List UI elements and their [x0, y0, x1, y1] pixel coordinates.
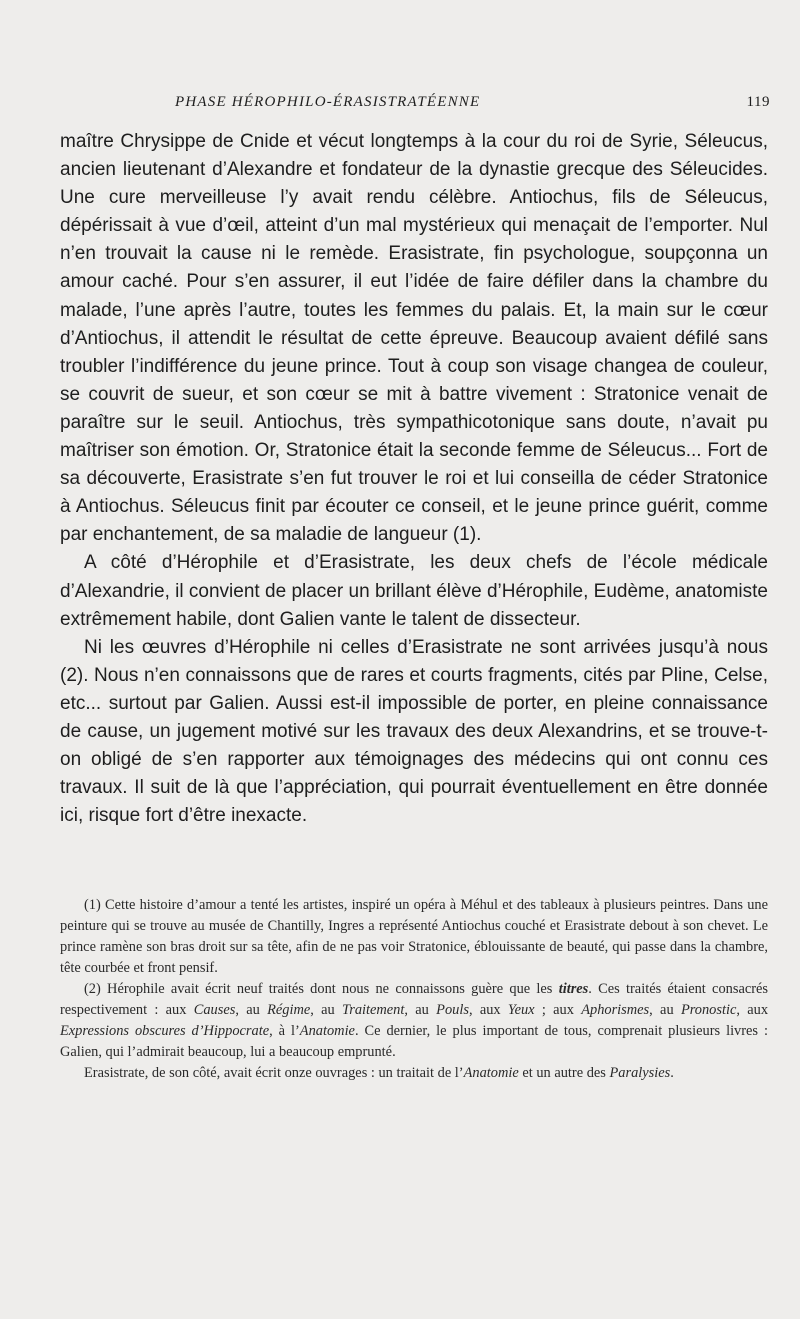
footnote-2-text: (2) Hérophile avait écrit neuf traités dont nous ne connaissons guère que les: [84, 981, 553, 998]
footnote-2-em-expressions: Expressions obscures d’Hippocrate: [60, 1023, 270, 1040]
footnote-3-text: et un autre des: [518, 1065, 606, 1082]
footnote-3-em-paralysies: Paralysies: [609, 1065, 671, 1082]
footnote-1: (1) Cette histoire d’amour a tenté les artistes, inspiré un opéra à Méhul et des tableaux à plusieurs peintres. Dans une peinture qui se trouve au musée de Chantilly, Ingres a représenté Antiochus couché et Erasistrate debout à son chevet. Le prince ramène son bras droit sur sa tête, afin de ne pas voir Stratonice, éblouissante de beauté, qui passe dans la chambre, tête courbée et front pensif.: [60, 897, 768, 977]
footnote-2-em-aphorismes: Aphorismes: [581, 1002, 650, 1019]
footnote-2-text: , aux: [736, 1002, 769, 1019]
footnote-2-text: ; aux: [534, 1002, 574, 1019]
footnote-2-text: , au: [649, 1002, 674, 1019]
footnote-2-em-pouls: Pouls: [436, 1002, 469, 1019]
page-number: 119: [746, 94, 770, 110]
footnote-2-em-anatomie: Anatomie: [299, 1023, 355, 1040]
page-header: [60, 90, 770, 118]
main-text: [60, 128, 768, 830]
paragraph-1: maître Chrysippe de Cnide et vécut longtemps à la cour du roi de Syrie, Séleucus, ancien lieutenant d’Alexandre et fondateur de la dynastie grecque des Séleucides. Une cure merveilleuse l’y avait rendu célèbre. Antiochus, fils de Séleucus, dépérissait à vue d’œil, atteint d’un mal mystérieux qui menaçait de l’emporter. Nul n’en trouvait la cause ni le remède. Erasistrate, fin psychologue, soupçonna un amour caché. Pour s’en assurer, il eut l’idée de faire défiler dans la chambre du malade, l’une après l’autre, toutes les femmes du palais. Et, la main sur le cœur d’Antiochus, il attendit le résultat de cette épreuve. Beaucoup avaient défilé sans troubler l’indifférence du jeune prince. Tout à coup son visage changea de couleur, se couvrit de sueur, et son cœur se mit à battre vivement : Stratonice venait de paraître sur le seuil. Antiochus, très sympathicotonique sans doute, n’avait pu maîtriser son émotion. Or, Stratonice était la seconde femme de Séleucus... Fort de sa découverte, Erasistrate s’en fut trouver le roi et lui conseilla de céder Stratonice à Antiochus. Séleucus finit par écouter ce conseil, et le jeune prince guérit, comme par enchantement, de sa maladie de langueur (1).: [60, 131, 768, 546]
footnote-2-em-yeux: Yeux: [507, 1002, 535, 1019]
footnote-2-text: , au: [310, 1002, 335, 1019]
footnote-3: [60, 1063, 768, 1084]
footnote-3-em-anatomie: Anatomie: [463, 1065, 519, 1082]
footnotes: [60, 895, 768, 1084]
footnote-2-em-pronostic: Pronostic: [680, 1002, 737, 1019]
footnote-2-em-regime: Régime: [267, 1002, 311, 1019]
running-title: PHASE HÉROPHILO-ÉRASISTRATÉENNE: [175, 94, 481, 110]
footnote-2-em-traitement: Traitement: [342, 1002, 405, 1019]
footnote-3-text: .: [670, 1065, 674, 1082]
footnote-2-text: , au: [404, 1002, 429, 1019]
footnote-2-em-causes: Causes: [193, 1002, 236, 1019]
footnote-2-text: . Ces traités étaient consacrés respectivement : aux: [60, 981, 768, 1019]
footnote-2-text: , aux: [468, 1002, 501, 1019]
footnote-3-text: Erasistrate, de son côté, avait écrit onze ouvrages : un traitait de l’: [84, 1065, 464, 1082]
paragraph-3: Ni les œuvres d’Hérophile ni celles d’Erasistrate ne sont arrivées jusqu’à nous (2). Nous n’en connaissons que de rares et courts fragments, cités par Pline, Celse, etc... surtout par Galien. Aussi est-il impossible de porter, en pleine connaissance de cause, un jugement motivé sur les travaux des deux Alexandrins, et se trouve-t-on obligé de s’en rapporter aux témoignages des médecins qui ont connu ces travaux. Il suit de là que l’appréciation, qui pourrait éventuellement en être donnée ici, risque fort d’être inexacte.: [60, 636, 768, 827]
paragraph-2: A côté d’Hérophile et d’Erasistrate, les deux chefs de l’école médicale d’Alexandrie, il convient de placer un brillant élève d’Hérophile, Eudème, anatomiste extrêmement habile, dont Galien vante le talent de dissecteur.: [60, 552, 768, 630]
footnote-2: [60, 979, 768, 1063]
footnote-2-text: , au: [235, 1002, 260, 1019]
footnote-2-text: . Ce dernier, le plus important de tous, comprenait plusieurs livres : Galien, qui l’admirait beaucoup, lui a beaucoup emprunté.: [60, 1023, 768, 1061]
footnote-2-text: , à l’: [269, 1023, 300, 1040]
footnote-2-em-titres: titres: [558, 981, 589, 998]
